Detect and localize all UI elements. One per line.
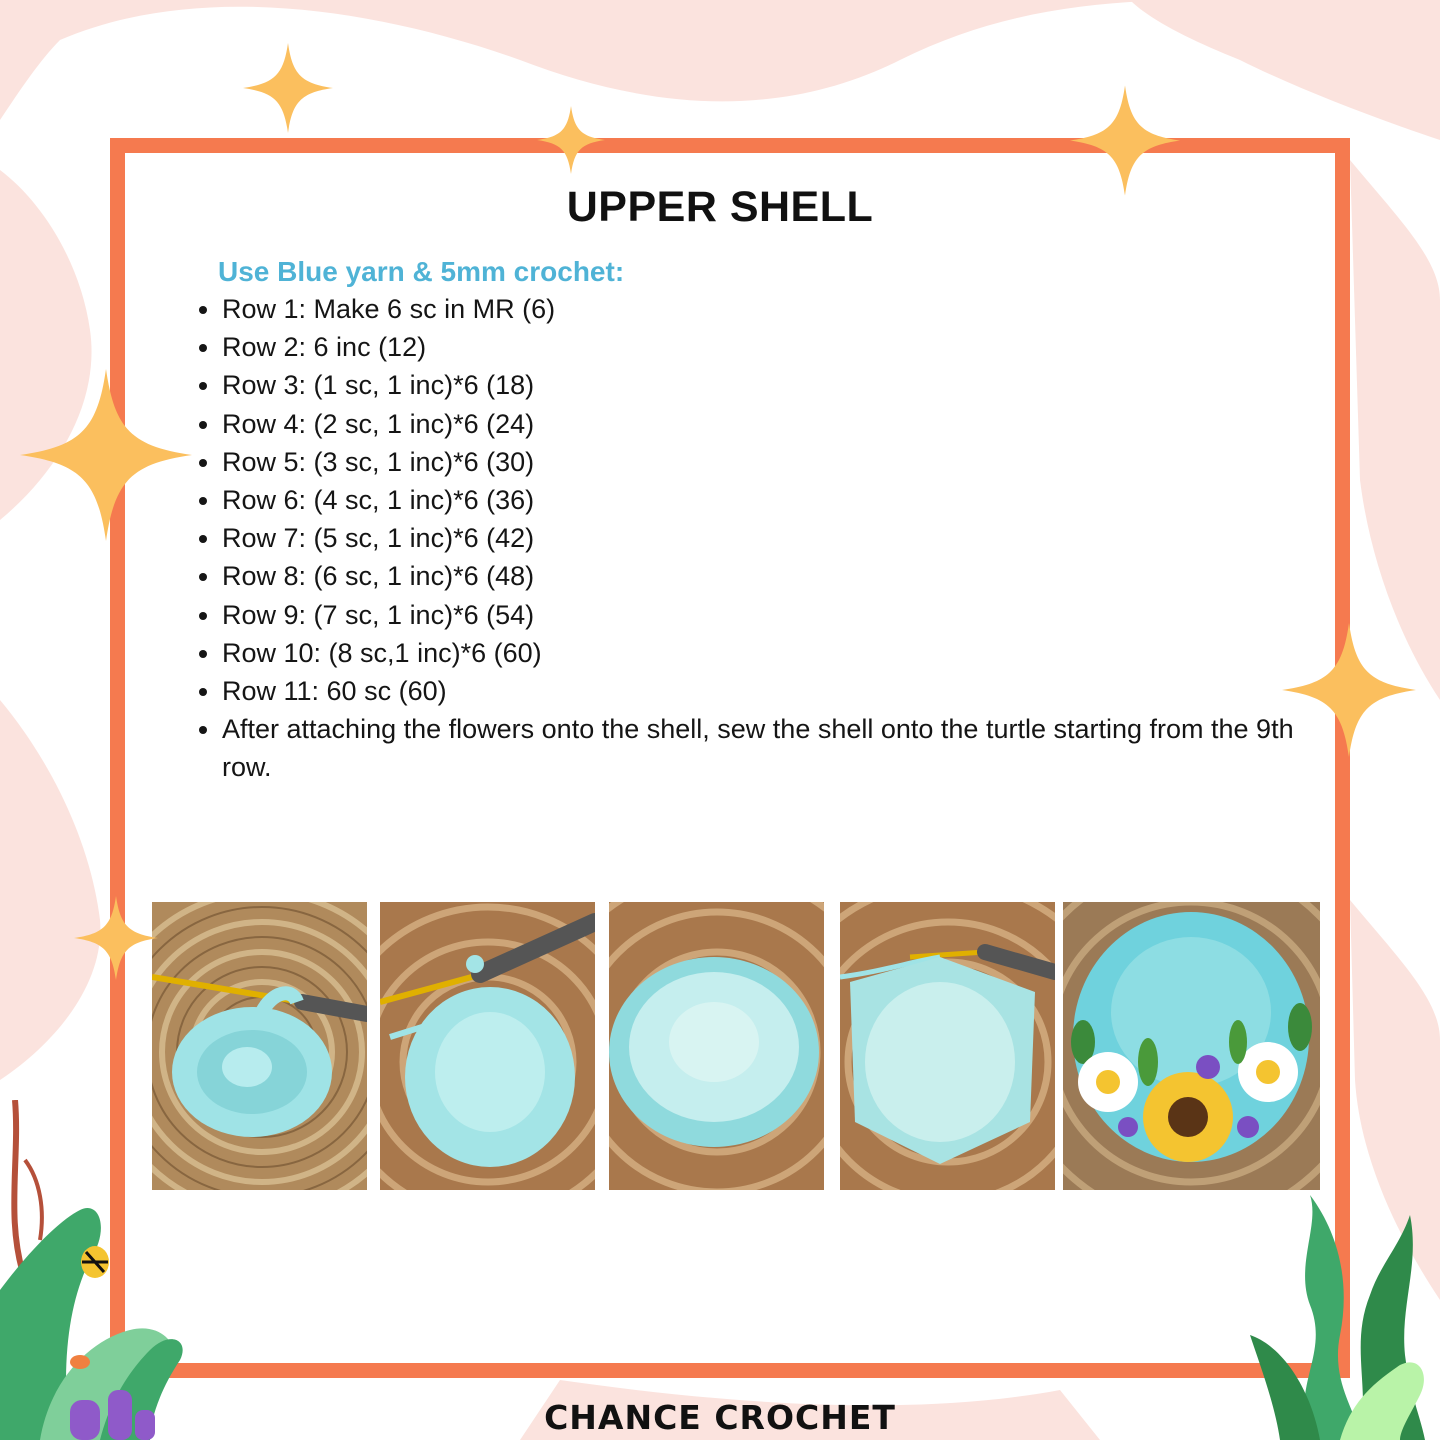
pattern-step: • Row 10: (8 sc,1 inc)*6 (60) bbox=[222, 634, 1332, 672]
pattern-step: • Row 8: (6 sc, 1 inc)*6 (48) bbox=[222, 557, 1332, 595]
pattern-step: • Row 3: (1 sc, 1 inc)*6 (18) bbox=[222, 366, 1332, 404]
pattern-step: • Row 6: (4 sc, 1 inc)*6 (36) bbox=[222, 481, 1332, 519]
pattern-step: • Row 2: 6 inc (12) bbox=[222, 328, 1332, 366]
pattern-step: • Row 7: (5 sc, 1 inc)*6 (42) bbox=[222, 519, 1332, 557]
sparkle-icon bbox=[74, 888, 158, 988]
pattern-steps-list bbox=[188, 290, 1332, 787]
seaweed-coral-left-icon bbox=[0, 1100, 200, 1440]
pattern-step: • Row 9: (7 sc, 1 inc)*6 (54) bbox=[222, 596, 1332, 634]
pattern-step: • Row 1: Make 6 sc in MR (6) bbox=[222, 290, 1332, 328]
crochet-shell-photo-icon bbox=[609, 902, 824, 1190]
page-title: UPPER SHELL bbox=[566, 183, 874, 231]
progress-photo-strip bbox=[0, 902, 1440, 1190]
sparkle-icon bbox=[20, 365, 192, 545]
pattern-step: • Row 4: (2 sc, 1 inc)*6 (24) bbox=[222, 405, 1332, 443]
photo-shell-top-view bbox=[609, 902, 824, 1190]
sparkle-icon bbox=[1282, 620, 1416, 760]
pattern-step: • After attaching the flowers onto the shell, sew the shell onto the turtle starting from the 9th row. bbox=[222, 710, 1332, 786]
pattern-step: • Row 5: (3 sc, 1 inc)*6 (30) bbox=[222, 443, 1332, 481]
materials-note: Use Blue yarn & 5mm crochet: bbox=[218, 256, 625, 287]
pattern-step: • Row 11: 60 sc (60) bbox=[222, 672, 1332, 710]
photo-shell-with-flowers bbox=[1063, 902, 1320, 1190]
photo-shell-finished bbox=[840, 902, 1055, 1190]
sparkle-icon bbox=[537, 104, 605, 176]
crochet-dome-photo-icon bbox=[380, 902, 595, 1190]
crochet-flower-shell-photo-icon bbox=[1063, 902, 1320, 1190]
sparkle-icon bbox=[243, 42, 333, 134]
crochet-shell-photo-icon bbox=[840, 902, 1055, 1190]
photo-dome-growing bbox=[380, 902, 595, 1190]
brand-footer: CHANCE CROCHET bbox=[544, 1398, 896, 1437]
sparkle-icon bbox=[1070, 83, 1180, 198]
